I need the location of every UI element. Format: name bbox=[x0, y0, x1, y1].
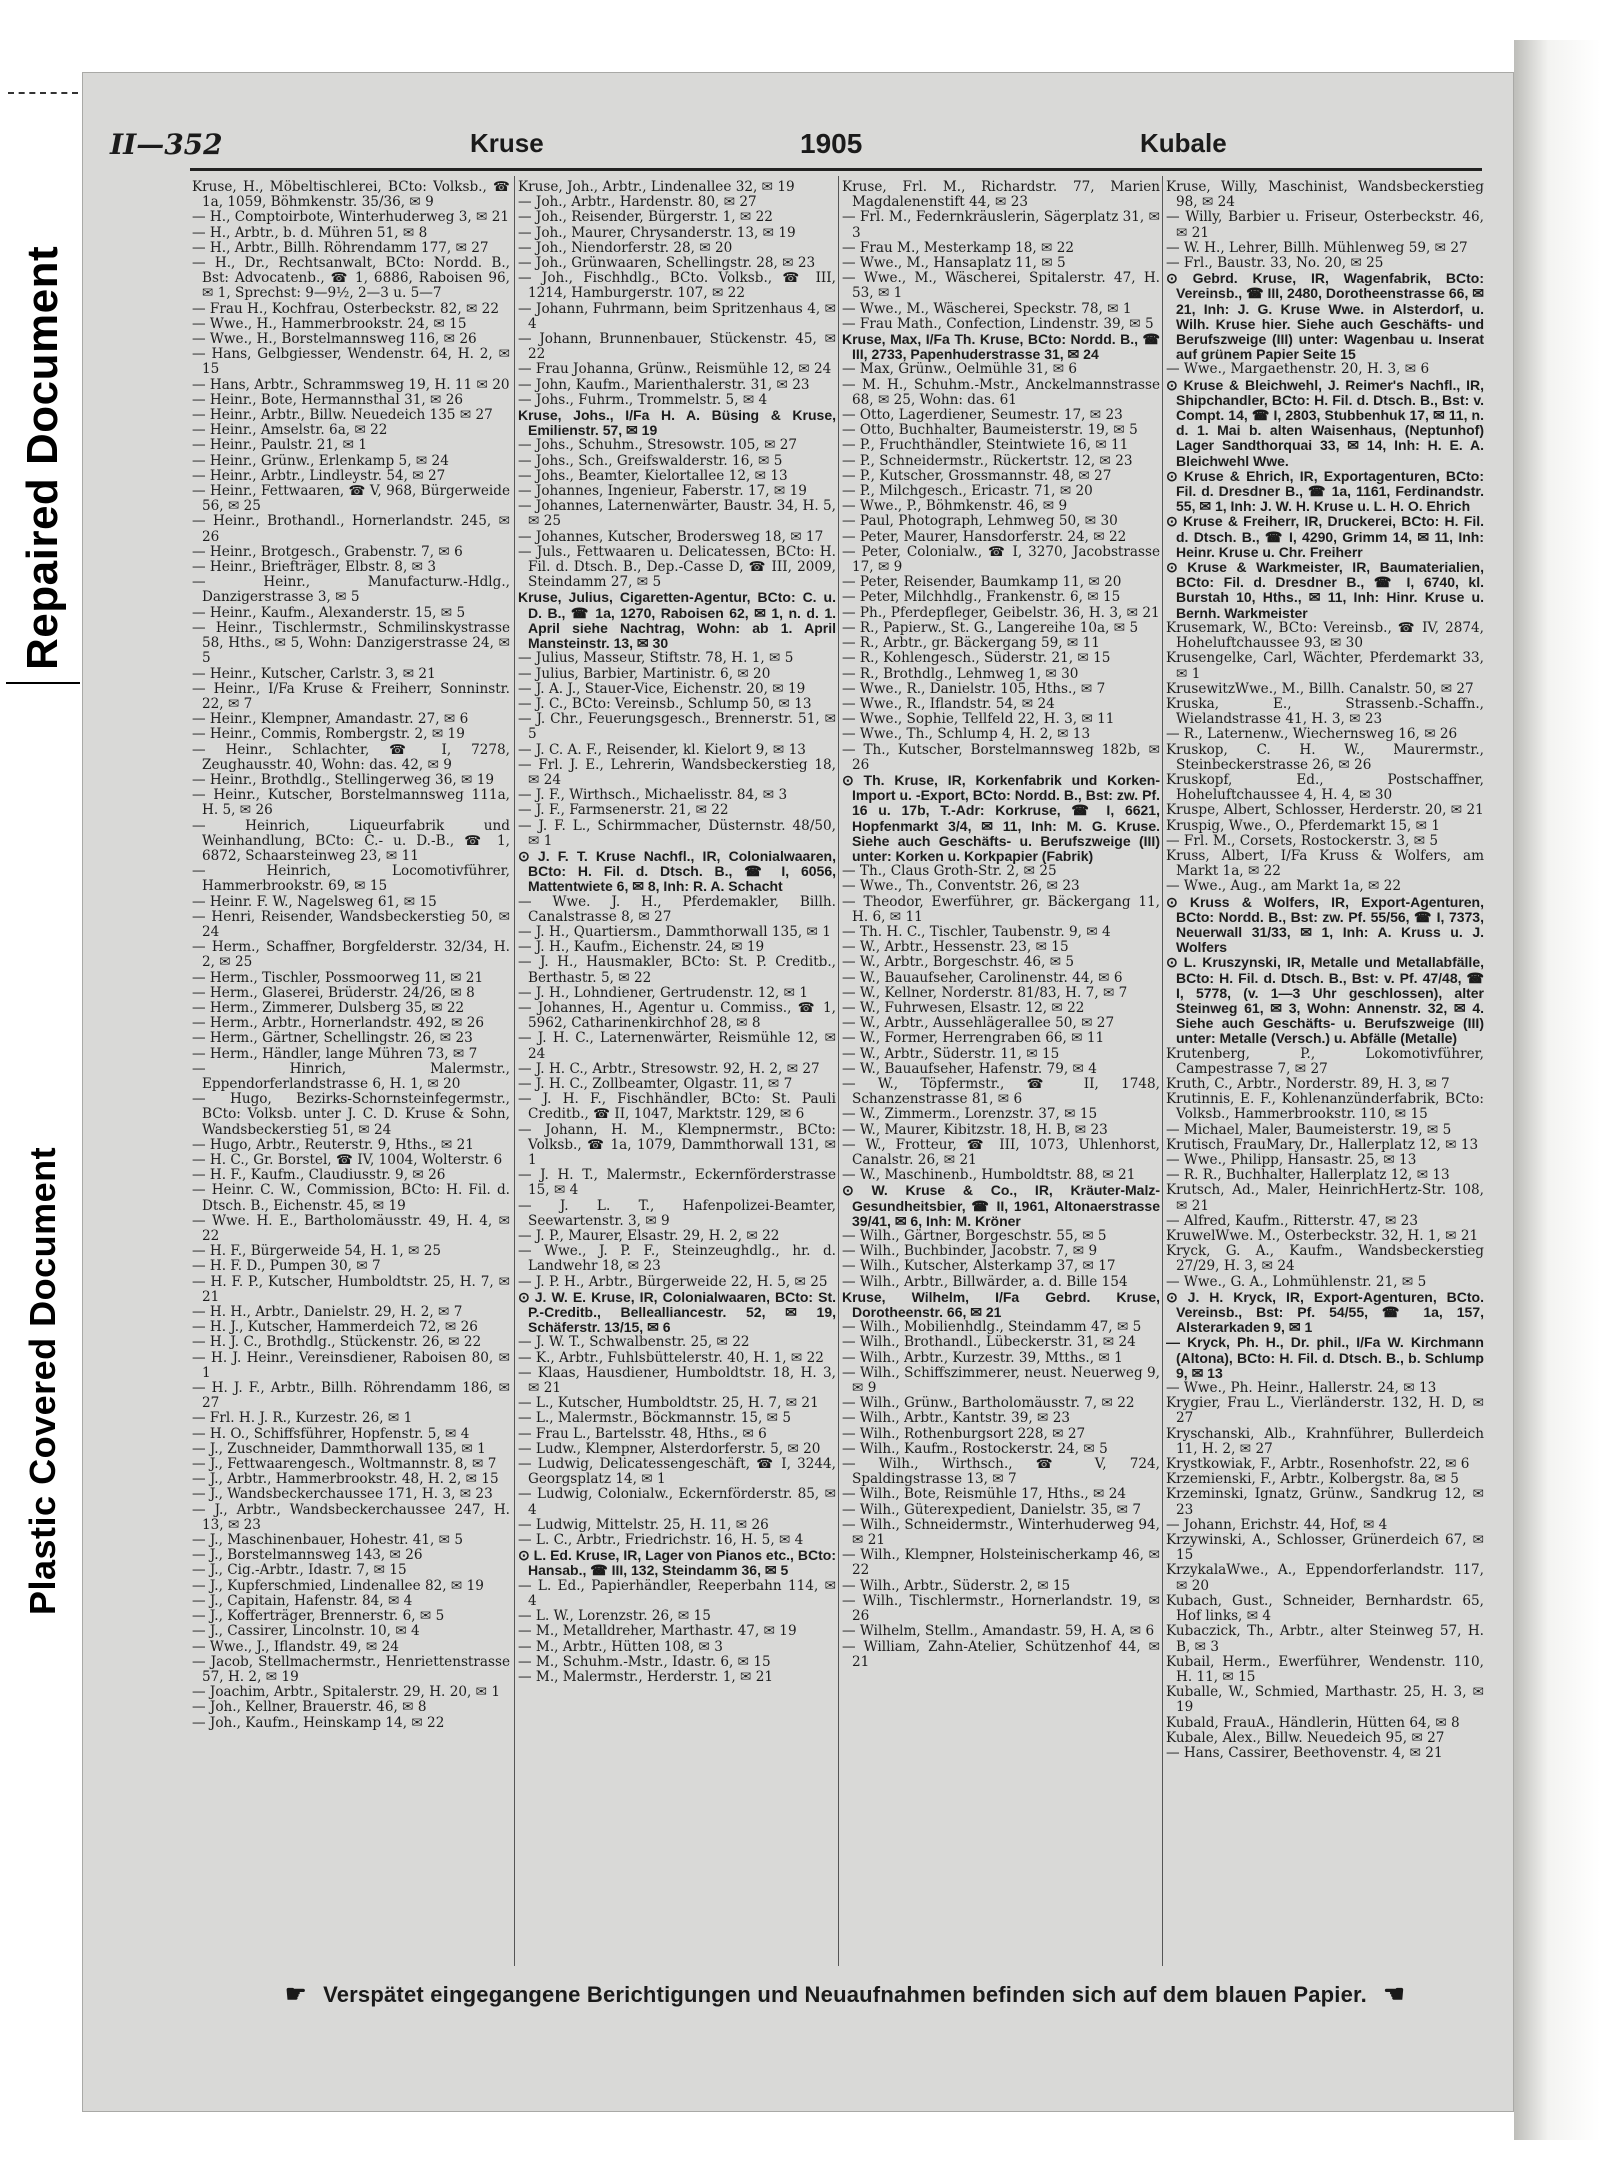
directory-entry: — H. F., Kaufm., Claudiusstr. 9, ✉ 26 bbox=[192, 1167, 446, 1184]
directory-entry: — L. C., Arbtr., Friedrichstr. 16, H. 5, ✉ 4 bbox=[518, 1532, 804, 1549]
directory-entry: Krzeminski, Ignatz, Grünw., Sandkrug 12, ✉ 23 bbox=[1166, 1486, 1484, 1518]
directory-entry: — Herm., Händler, lange Mühren 73, ✉ 7 bbox=[192, 1045, 478, 1062]
directory-entry: KruwelWwe. M., Osterbeckstr. 32, H. 1, ✉ 21 bbox=[1166, 1228, 1479, 1245]
directory-entry: — W., Maschinenb., Humboldtstr. 88, ✉ 21 bbox=[842, 1167, 1136, 1184]
directory-entry: Kubale, Alex., Billw. Neuedeich 95, ✉ 27 bbox=[1166, 1729, 1445, 1746]
directory-entry: — R. R., Buchhalter, Hallerplatz 12, ✉ 13 bbox=[1166, 1167, 1450, 1184]
page-number: II—352 bbox=[110, 128, 223, 161]
directory-entry: — Joh., Grünwaaren, Schellingstr. 28, ✉ 23 bbox=[518, 255, 816, 272]
directory-entry: — J. A. J., Stauer-Vice, Eichenstr. 20, ✉ 19 bbox=[518, 680, 806, 697]
directory-entry: — P., Milchgesch., Ericastr. 71, ✉ 20 bbox=[842, 483, 1093, 500]
directory-entry: — Heinr., Bote, Hermannsthal 31, ✉ 26 bbox=[192, 391, 464, 408]
directory-entry: — P., Kutscher, Grossmannstr. 48, ✉ 27 bbox=[842, 467, 1112, 484]
directory-entry: — H. F. P., Kutscher, Humboldtstr. 25, H. 7, ✉ 21 bbox=[192, 1273, 510, 1305]
directory-entry: — Otto, Lagerdiener, Seumestr. 17, ✉ 23 bbox=[842, 407, 1123, 424]
page-edge-shadow bbox=[1514, 40, 1600, 2140]
directory-entry: Krutsch, Ad., Maler, HeinrichHertz-Str. 108, ✉ 21 bbox=[1166, 1182, 1484, 1214]
directory-entry: — Frl., Baustr. 33, No. 20, ✉ 25 bbox=[1166, 255, 1384, 272]
directory-entry: — Wilh., Güterexpedient, Danielstr. 35, ✉ 7 bbox=[842, 1501, 1141, 1518]
directory-entry: — Ph., Pferdepfleger, Geibelstr. 36, H. 3, ✉ 21 bbox=[842, 604, 1160, 621]
directory-entry: — Wwe., G. A., Lohmühlenstr. 21, ✉ 5 bbox=[1166, 1273, 1427, 1290]
directory-entry: — Heinr., Brotgesch., Grabenstr. 7, ✉ 6 bbox=[192, 543, 463, 560]
directory-entry: — J. H., Kaufm., Eichenstr. 24, ✉ 19 bbox=[518, 939, 765, 956]
directory-entry: — J. P. H., Arbtr., Bürgerweide 22, H. 5, ✉ 25 bbox=[518, 1273, 828, 1290]
directory-entry: Kruspe, Albert, Schlosser, Herderstr. 20, ✉ 21 bbox=[1166, 802, 1484, 819]
directory-entry: — Wilh., Schneidermstr., Winterhuderweg 94, ✉ 21 bbox=[842, 1516, 1160, 1549]
directory-entry: — Peter, Reisender, Baumkamp 11, ✉ 20 bbox=[842, 574, 1122, 591]
directory-entry: — Michael, Maler, Baumeisterstr. 19, ✉ 5 bbox=[1166, 1121, 1452, 1138]
directory-entry: — H. F., Bürgerweide 54, H. 1, ✉ 25 bbox=[192, 1243, 442, 1260]
plastic-covered-document-label: Plastic Covered Document bbox=[22, 1146, 63, 1615]
directory-entry: — Wilh., Kaufm., Rostockerstr. 24, ✉ 5 bbox=[842, 1440, 1108, 1457]
directory-entry: Krygier, Frau L., Vierländerstr. 132, H. D, ✉ 27 bbox=[1166, 1395, 1484, 1427]
directory-entry: — Wilh., Tischlermstr., Hornerlandstr. 19, ✉ 26 bbox=[842, 1592, 1160, 1625]
directory-entry: — W., Kellner, Norderstr. 81/83, H. 7, ✉ 7 bbox=[842, 984, 1128, 1001]
directory-entry: ⊙ Th. Kruse, IR, Korkenfabrik und Korken-Import u. -Export, BCto: Nordd. B., Bst: zw. Pf. 16 u. 17b, T.-Adr: Korkruse, ☎ I, 6621, Hopfenmarkt 3/4, ✉ 11, Inh: M. G. Kruse. Siehe auch Geschäfts- u. Berufszweige (III) unter: Korken u. Korkpapier (Fabrik) bbox=[842, 771, 1160, 864]
directory-entry: — L., Malermstr., Böckmannstr. 15, ✉ 5 bbox=[518, 1410, 792, 1427]
directory-entry: — W., Arbtr., Süderstr. 11, ✉ 15 bbox=[842, 1045, 1060, 1062]
directory-entry: — J. Chr., Feuerungsgesch., Brennerstr. 51, ✉ 5 bbox=[518, 711, 836, 743]
directory-entry: — Ludw., Klempner, Alsterdorferstr. 5, ✉ 20 bbox=[518, 1440, 821, 1457]
directory-entry: — Heinr., I/Fa Kruse & Freiherr, Sonninstr. 22, ✉ 7 bbox=[192, 680, 510, 712]
directory-entry: — Wwe., Th., Conventstr. 26, ✉ 23 bbox=[842, 878, 1080, 895]
directory-entry: — L. W., Lorenzstr. 26, ✉ 15 bbox=[518, 1608, 711, 1625]
footer-notice bbox=[230, 1980, 1460, 2009]
directory-entry: — Heinr., Kutscher, Borstelmannsweg 111a, H. 5, ✉ 26 bbox=[192, 787, 510, 819]
directory-entry: — Heinrich, Locomotivführer, Hammerbrookstr. 69, ✉ 15 bbox=[192, 863, 510, 895]
directory-entry: Kruskop, C. H. W., Maurermstr., Steinbeckerstrasse 26, ✉ 26 bbox=[1166, 741, 1484, 773]
directory-entry: — H. J. C., Brothdlg., Stückenstr. 26, ✉ 22 bbox=[192, 1334, 482, 1351]
directory-entry: — Heinrich, Liqueurfabrik und Weinhandlung, BCto: C.- u. D.-B., ☎ 1, 6872, Schaarsteinweg 23, ✉ 11 bbox=[192, 817, 510, 864]
directory-entry: — J. H. T., Malermstr., Eckernförderstrasse 15, ✉ 4 bbox=[518, 1167, 836, 1199]
directory-entry: — Jacob, Stellmachermstr., Henriettenstrasse 57, H. 2, ✉ 19 bbox=[192, 1653, 510, 1685]
directory-entry: — J., Fettwaarengesch., Woltmannstr. 8, ✉ 7 bbox=[192, 1456, 497, 1473]
directory-entry: — Johannes, Ingenieur, Faberstr. 17, ✉ 19 bbox=[518, 483, 807, 500]
directory-entry: — J. F. L., Schirmmacher, Düsternstr. 48/50, ✉ 1 bbox=[518, 817, 836, 849]
directory-entry: Kruse, Frl. M., Richardstr. 77, Marien Magdalenenstift 44, ✉ 23 bbox=[842, 180, 1160, 211]
directory-entry: — Joachim, Arbtr., Spitalerstr. 29, H. 20, ✉ 1 bbox=[192, 1684, 500, 1701]
directory-entry: — M., Metalldreher, Marthastr. 47, ✉ 19 bbox=[518, 1623, 797, 1640]
directory-entry: ⊙ J. F. T. Kruse Nachfl., IR, Colonialwaaren, BCto: H. Fil. d. Dtsch. B., ☎ I, 6056, Mattentwiete 6, ✉ 8, Inh: R. A. Schacht bbox=[518, 847, 836, 895]
directory-entry: — Hans, Arbtr., Schrammsweg 19, H. 11 ✉ 20 bbox=[192, 376, 510, 393]
directory-entry: — Joh., Arbtr., Hardenstr. 80, ✉ 27 bbox=[518, 194, 757, 211]
directory-entry: — J. F., Wirthsch., Michaelisstr. 84, ✉ 3 bbox=[518, 787, 788, 804]
directory-entry: ⊙ J. H. Kryck, IR, Export-Agenturen, BCto. Vereinsb., Bst: Pf. 54/55, ☎ 1a, 157, Alsterarkaden 9, ✉ 1 bbox=[1166, 1288, 1484, 1336]
header-rule bbox=[190, 168, 1482, 171]
directory-entry: — Julius, Barbier, Martinistr. 6, ✉ 20 bbox=[518, 665, 771, 682]
directory-entry: Krzemienski, F., Arbtr., Kolbergstr. 8a, ✉ 5 bbox=[1166, 1471, 1459, 1488]
directory-entry: — W., Former, Herrengraben 66, ✉ 11 bbox=[842, 1030, 1105, 1047]
directory-entry: — Joh., Reisender, Bürgerstr. 1, ✉ 22 bbox=[518, 209, 773, 226]
directory-entry: — Wwe., J., Iflandstr. 49, ✉ 24 bbox=[192, 1638, 399, 1655]
directory-entry: — Ludwig, Delicatessengeschäft, ☎ I, 3244, Georgsplatz 14, ✉ 1 bbox=[518, 1456, 836, 1488]
directory-entry: — John, Kaufm., Marienthalerstr. 31, ✉ 23 bbox=[518, 376, 810, 393]
directory-entry: — Ludwig, Mittelstr. 25, H. 11, ✉ 26 bbox=[518, 1516, 769, 1533]
directory-entry: — Herm., Schaffner, Borgfelderstr. 32/34, H. 2, ✉ 25 bbox=[192, 939, 510, 971]
directory-entry: — Wilh., Bote, Reismühle 17, Hths., ✉ 24 bbox=[842, 1486, 1127, 1503]
directory-entry: ⊙ Kruse & Warkmeister, IR, Baumaterialien, BCto: Fil. d. Dresdner B., ☎ I, 6740, kl. Burstah 10, Hths., ✉ 11, Inh: Hinr. Kruse u. Bernh. Warkmeister bbox=[1166, 559, 1484, 621]
pointing-hand-right-icon: ☛ bbox=[285, 1981, 307, 2008]
directory-entry: — L., Kutscher, Humboldtstr. 25, H. 7, ✉ 21 bbox=[518, 1395, 819, 1412]
directory-entry: — J. F., Farmsenerstr. 21, ✉ 22 bbox=[518, 802, 729, 819]
directory-entry: ⊙ Kruse & Ehrich, IR, Exportagenturen, BCto: Fil. d. Dresdner B., ☎ 1a, 1161, Ferdinandstr. 55, ✉ 1, Inh: J. W. H. Kruse u. L. H. O. Ehrich bbox=[1166, 467, 1484, 515]
directory-entry: ⊙ Kruse & Freiherr, IR, Druckerei, BCto: H. Fil. d. Dtsch. B., ☎ I, 4290, Grimm 14, ✉ 11, Inh: Heinr. Kruse u. Chr. Freiherr bbox=[1166, 513, 1484, 560]
directory-entry: — R., Brothdlg., Lehmweg 1, ✉ 30 bbox=[842, 665, 1079, 682]
directory-entry: ⊙ Gebrd. Kruse, IR, Wagenfabrik, BCto: Vereinsb., ☎ III, 2480, Dorotheenstrasse 66, ✉ 21, Inh: J. G. Kruse Wwe. in Alsterdorf, u. Wilh. Kruse hier. Siehe auch Geschäfts- und Berufszweige (III) unter: Wagenbau u. Inserat auf grünem Papier Seite 15 bbox=[1166, 270, 1484, 363]
directory-entry: — Heinr., Arbtr., Billw. Neuedeich 135 ✉ 27 bbox=[192, 407, 493, 424]
directory-entry: — Heinr., Grünw., Erlenkamp 5, ✉ 24 bbox=[192, 452, 449, 469]
directory-entry: — Wilh., Arbtr., Kantstr. 39, ✉ 23 bbox=[842, 1410, 1071, 1427]
directory-entry: — Johann, Brunnenbauer, Stückenstr. 45, ✉ 22 bbox=[518, 331, 836, 363]
directory-entry: — W., Bauaufseher, Carolinenstr. 44, ✉ 6 bbox=[842, 969, 1123, 986]
directory-entry: — Johs., Beamter, Kielortallee 12, ✉ 13 bbox=[518, 467, 788, 484]
directory-entry: — Frau L., Bartelsstr. 48, Hths., ✉ 6 bbox=[518, 1425, 767, 1442]
directory-entry: — Heinr. C. W., Commission, BCto: H. Fil. d. Dtsch. B., Eichenstr. 45, ✉ 19 bbox=[192, 1182, 510, 1214]
directory-entry: — Paul, Photograph, Lehmweg 50, ✉ 30 bbox=[842, 513, 1118, 530]
directory-entry: — Wilhelm, Stellm., Amandastr. 59, H. A, ✉ 6 bbox=[842, 1623, 1155, 1640]
directory-entry: — Heinr., Amselstr. 6a, ✉ 22 bbox=[192, 422, 388, 439]
directory-entry: — Wwe., M., Hansaplatz 11, ✉ 5 bbox=[842, 255, 1066, 272]
directory-entry: — Wwe., Sophie, Tellfeld 22, H. 3, ✉ 11 bbox=[842, 711, 1115, 728]
directory-entry: — H. J. Heinr., Vereinsdiener, Raboisen 80, ✉ 1 bbox=[192, 1349, 510, 1381]
directory-entry: — Heinr., Klempner, Amandastr. 27, ✉ 6 bbox=[192, 711, 469, 728]
directory-entry: — Frau M., Mesterkamp 18, ✉ 22 bbox=[842, 239, 1075, 256]
directory-entry: — Th. H. C., Tischler, Taubenstr. 9, ✉ 4 bbox=[842, 923, 1111, 940]
directory-entry: Kryschanski, Alb., Krahnführer, Bullerdeich 11, H. 2, ✉ 27 bbox=[1166, 1425, 1484, 1457]
directory-entry: — Johannes, H., Agentur u. Commiss., ☎ 1, 5962, Catharinenkirchhof 28, ✉ 8 bbox=[518, 999, 836, 1032]
directory-entry: — Wilh., Rothenburgsort 228, ✉ 27 bbox=[842, 1425, 1086, 1442]
directory-entry: Krutinnis, E. F., Kohlenanzünderfabrik, BCto: Volksb., Hammerbrookstr. 110, ✉ 15 bbox=[1166, 1091, 1484, 1123]
directory-entry: Kruse, Julius, Cigaretten-Agentur, BCto: C. u. D. B., ☎ 1a, 1270, Raboisen 62, ✉ 1, n. d. 1. April siehe Nachtrag, Wohn: ab 1. April Mansteinstr. 13, ✉ 30 bbox=[518, 589, 836, 652]
directory-entry: — Julius, Masseur, Stiftstr. 78, H. 1, ✉ 5 bbox=[518, 650, 794, 667]
directory-entry: — Hinrich, Malermstr., Eppendorferlandstrasse 6, H. 1, ✉ 20 bbox=[192, 1060, 510, 1092]
directory-entry: — R., Papierw., St. G., Langereihe 10a, ✉ 5 bbox=[842, 619, 1139, 636]
directory-entry: — J., Arbtr., Wandsbeckerchaussee 247, H. 13, ✉ 23 bbox=[192, 1501, 510, 1533]
directory-entry: — Joh., Kellner, Brauerstr. 46, ✉ 8 bbox=[192, 1699, 427, 1716]
directory-column-1 bbox=[192, 180, 510, 1970]
directory-entry: — Wwe., H., Borstelmannsweg 116, ✉ 26 bbox=[192, 331, 477, 348]
directory-entry: — J. W. T., Schwalbenstr. 25, ✉ 22 bbox=[518, 1334, 750, 1351]
directory-entry: — Wwe., Ph. Heinr., Hallerstr. 24, ✉ 13 bbox=[1166, 1380, 1437, 1397]
directory-entry: — Wilh., Arbtr., Kurzestr. 39, Mtths., ✉ 1 bbox=[842, 1349, 1123, 1366]
directory-entry: — Wilh., Schiffszimmerer, neust. Neuerweg 9, ✉ 9 bbox=[842, 1364, 1160, 1397]
directory-entry: — Otto, Buchhalter, Baumeisterstr. 19, ✉ 5 bbox=[842, 422, 1138, 439]
directory-entry: — M., Arbtr., Hütten 108, ✉ 3 bbox=[518, 1638, 723, 1655]
pointing-hand-left-icon: ☚ bbox=[1383, 1981, 1405, 2008]
directory-entry: — Heinr., Commis, Rombergstr. 2, ✉ 19 bbox=[192, 726, 465, 743]
directory-entry: — J., Capitain, Hafenstr. 84, ✉ 4 bbox=[192, 1592, 413, 1609]
directory-entry: ⊙ L. Ed. Kruse, IR, Lager von Pianos etc., BCto: Hansab., ☎ III, 132, Steindamm 36, ✉ 5 bbox=[518, 1547, 836, 1579]
directory-entry: Kubail, Herm., Ewerführer, Wendenstr. 110, H. 11, ✉ 15 bbox=[1166, 1653, 1484, 1685]
directory-entry: — R., Laternenw., Wiechernsweg 16, ✉ 26 bbox=[1166, 726, 1458, 743]
directory-entry: Kruse, H., Möbeltischlerei, BCto: Volksb., ☎ 1a, 1059, Böhmkenstr. 35/36, ✉ 9 bbox=[192, 180, 510, 211]
directory-entry: — Heinr., Paulstr. 21, ✉ 1 bbox=[192, 437, 368, 454]
directory-column-2 bbox=[518, 180, 836, 1970]
directory-entry: — J. P., Maurer, Elsastr. 29, H. 2, ✉ 22 bbox=[518, 1228, 780, 1245]
directory-entry: — Wilh., Arbtr., Süderstr. 2, ✉ 15 bbox=[842, 1577, 1071, 1594]
directory-entry: ⊙ Kruse & Bleichwehl, J. Reimer's Nachfl., IR, Shipchandler, BCto: H. Fil. d. Dtsch. B., Bst: v. Compt. 14, ☎ I, 2803, Stubbenhuk 17, ✉ 11, n. d. 1. Mai b. alten Waisenhaus, (Neptunhof) Lager Sandthorquai 33, ✉ 14, Inh: H. E. A. Bleichwehl Wwe. bbox=[1166, 376, 1484, 469]
scan-edge-marker bbox=[8, 92, 78, 94]
directory-entry: — J. H. C., Zollbeamter, Olgastr. 11, ✉ 7 bbox=[518, 1075, 793, 1092]
directory-entry: — Willy, Barbier u. Friseur, Osterbeckstr. 46, ✉ 21 bbox=[1166, 209, 1484, 241]
directory-entry: — Heinr., Kaufm., Alexanderstr. 15, ✉ 5 bbox=[192, 604, 466, 621]
directory-entry: — Wwe., M., Wäscherei, Speckstr. 78, ✉ 1 bbox=[842, 300, 1132, 317]
directory-entry: — Wwe., R., Danielstr. 105, Hths., ✉ 7 bbox=[842, 680, 1106, 697]
directory-entry: — J. H., Hausmakler, BCto: St. P. Creditb., Berthastr. 5, ✉ 22 bbox=[518, 954, 836, 986]
directory-entry: — Wwe., R., Iflandstr. 54, ✉ 24 bbox=[842, 695, 1055, 712]
directory-entry: — Wilh., Mobilienhdlg., Steindamm 47, ✉ 5 bbox=[842, 1319, 1142, 1336]
directory-entry: — Frl. M., Federnkräuslerin, Sägerplatz 31, ✉ 3 bbox=[842, 209, 1160, 241]
directory-entry: Kruska, E., Strassenb.-Schaffn., Wielandstrasse 41, H. 3, ✉ 23 bbox=[1166, 695, 1484, 728]
directory-entry: Krusengelke, Carl, Wächter, Pferdemarkt 33, ✉ 1 bbox=[1166, 650, 1484, 682]
directory-entry: — W., Töpfermstr., ☎ II, 1748, Schanzenstrasse 81, ✉ 6 bbox=[842, 1075, 1160, 1108]
directory-entry: — Klaas, Hausdiener, Humboldtstr. 18, H. 3, ✉ 21 bbox=[518, 1364, 836, 1397]
directory-entry: — J., Cassirer, Lincolnstr. 10, ✉ 4 bbox=[192, 1623, 420, 1640]
directory-entry: — H. J., Kutscher, Hammerdeich 72, ✉ 26 bbox=[192, 1319, 478, 1336]
directory-entry: — H. F. D., Pumpen 30, ✉ 7 bbox=[192, 1258, 381, 1275]
directory-entry: — Johann, Fuhrmann, beim Spritzenhaus 4, ✉ 4 bbox=[518, 300, 836, 332]
directory-entry: — J., Kofferträger, Brennerstr. 6, ✉ 5 bbox=[192, 1608, 445, 1625]
directory-entry: — W., Frotteur, ☎ III, 1073, Uhlenhorst, Canalstr. 26, ✉ 21 bbox=[842, 1136, 1160, 1168]
directory-entry: — H. O., Schiffsführer, Hopfenstr. 5, ✉ 4 bbox=[192, 1425, 470, 1442]
directory-entry: — H. J. F., Arbtr., Billh. Röhrendamm 186, ✉ 27 bbox=[192, 1380, 510, 1412]
directory-entry: — Ludwig, Colonialw., Eckernförderstr. 85, ✉ 4 bbox=[518, 1486, 836, 1518]
directory-entry: Kruth, C., Arbtr., Norderstr. 89, H. 3, ✉ 7 bbox=[1166, 1075, 1450, 1092]
directory-entry: Kruse, Joh., Arbtr., Lindenallee 32, ✉ 19 bbox=[518, 180, 795, 195]
footer-notice-text: Verspätet eingegangene Berichtigungen und Neuaufnahmen befinden sich auf dem blauen Papier. bbox=[323, 1982, 1367, 2007]
directory-entry: — Hans, Cassirer, Beethovenstr. 4, ✉ 21 bbox=[1166, 1744, 1443, 1761]
directory-entry: Kruse, Johs., I/Fa H. A. Büsing & Kruse, Emilienstr. 57, ✉ 19 bbox=[518, 407, 836, 439]
directory-entry: — Herm., Arbtr., Hornerlandstr. 492, ✉ 26 bbox=[192, 1015, 485, 1032]
directory-entry: — M. H., Schuhm.-Mstr., Anckelmannstrasse 68, ✉ 25, Wohn: das. 61 bbox=[842, 376, 1160, 408]
directory-entry: — R., Arbtr., gr. Bäckergang 59, ✉ 11 bbox=[842, 635, 1100, 652]
directory-entry: Krystkowiak, F., Arbtr., Rosenhofstr. 22, ✉ 6 bbox=[1166, 1456, 1470, 1473]
directory-entry: KrzykalaWwe., A., Eppendorferlandstr. 117, ✉ 20 bbox=[1166, 1562, 1484, 1594]
directory-entry: Krzywinski, A., Schlosser, Grünerdeich 67, ✉ 15 bbox=[1166, 1532, 1484, 1564]
directory-entry: — Peter, Colonialw., ☎ I, 3270, Jacobstrasse 17, ✉ 9 bbox=[842, 543, 1160, 576]
directory-entry: ⊙ J. W. E. Kruse, IR, Colonialwaaren, BCto: St. P.-Creditb., Bellealliancestr. 52, ✉ 19, Schäferstr. 13/15, ✉ 6 bbox=[518, 1288, 836, 1336]
directory-entry: Kuballe, W., Schmied, Marthastr. 25, H. 3, ✉ 19 bbox=[1166, 1684, 1484, 1716]
header-last-name: Kubale bbox=[1140, 128, 1227, 158]
directory-entry: — J., Arbtr., Hammerbrookstr. 48, H. 2, ✉ 15 bbox=[192, 1471, 499, 1488]
directory-entry: — R., Kohlengesch., Süderstr. 21, ✉ 15 bbox=[842, 650, 1111, 667]
directory-entry: — Alfred, Kaufm., Ritterstr. 47, ✉ 23 bbox=[1166, 1212, 1418, 1229]
directory-entry: — Johs., Sch., Greifswalderstr. 16, ✉ 5 bbox=[518, 452, 783, 469]
directory-entry: — Wwe., Philipp, Hansastr. 25, ✉ 13 bbox=[1166, 1152, 1417, 1168]
directory-entry: — J. L. T., Hafenpolizei-Beamter, Seewartenstr. 3, ✉ 9 bbox=[518, 1197, 836, 1229]
directory-entry: Kryck, G. A., Kaufm., Wandsbeckerstieg 27/29, H. 3, ✉ 24 bbox=[1166, 1243, 1484, 1275]
directory-entry: Krusemark, W., BCto: Vereinsb., ☎ IV, 2874, Hoheluftchaussee 93, ✉ 30 bbox=[1166, 619, 1484, 652]
directory-entry: Kruse, Wilhelm, I/Fa Gebrd. Kruse, Dorotheenstr. 66, ✉ 21 bbox=[842, 1288, 1160, 1321]
directory-entry: — M., Schuhm.-Mstr., Idastr. 6, ✉ 15 bbox=[518, 1653, 771, 1670]
directory-entry: — P., Schneidermstr., Rückertstr. 12, ✉ 23 bbox=[842, 452, 1133, 469]
directory-entry: Kubaczick, Th., Arbtr., alter Steinweg 57, H. B, ✉ 3 bbox=[1166, 1623, 1484, 1655]
header-year: 1905 bbox=[800, 128, 863, 159]
directory-entry: — Herm., Gärtner, Schellingstr. 26, ✉ 23 bbox=[192, 1030, 473, 1047]
directory-entry: — W., Fuhrwesen, Elsastr. 12, ✉ 22 bbox=[842, 999, 1085, 1016]
directory-entry: — Wwe., Margaethenstr. 20, H. 3, ✉ 6 bbox=[1166, 361, 1430, 378]
directory-entry: — Wilh., Buchbinder, Jacobstr. 7, ✉ 9 bbox=[842, 1243, 1098, 1260]
directory-column-3 bbox=[842, 180, 1160, 1970]
directory-entry: — Max, Grünw., Oelmühle 31, ✉ 6 bbox=[842, 361, 1078, 378]
directory-entry: — William, Zahn-Atelier, Schützenhof 44, ✉ 21 bbox=[842, 1638, 1160, 1670]
directory-entry: — Th., Kutscher, Borstelmannsweg 182b, ✉ 26 bbox=[842, 741, 1160, 773]
directory-entry: — H., Comptoirbote, Winterhuderweg 3, ✉ 21 bbox=[192, 209, 510, 226]
directory-entry: — Hans, Gelbgiesser, Wendenstr. 64, H. 2, ✉ 15 bbox=[192, 346, 510, 378]
directory-entry: — J., Maschinenbauer, Hohestr. 41, ✉ 5 bbox=[192, 1532, 464, 1549]
directory-entry: — Heinr., Briefträger, Elbstr. 8, ✉ 3 bbox=[192, 559, 436, 576]
directory-entry: — Frl. M., Corsets, Rostockerstr. 3, ✉ 5 bbox=[1166, 832, 1439, 849]
directory-entry: — Johannes, Laternenwärter, Baustr. 34, H. 5, ✉ 25 bbox=[518, 498, 836, 530]
column-divider bbox=[838, 176, 839, 1966]
directory-entry: — J. H., Quartiersm., Dammthorwall 135, ✉ 1 bbox=[518, 923, 831, 940]
directory-entry: — Johannes, Kutscher, Brodersweg 18, ✉ 17 bbox=[518, 528, 824, 545]
directory-entry: — Joh., Fischhdlg., BCto. Volksb., ☎ III, 1214, Hamburgerstr. 107, ✉ 22 bbox=[518, 270, 836, 302]
directory-entry: — Frau Johanna, Grünw., Reismühle 12, ✉ 24 bbox=[518, 361, 832, 378]
directory-entry: — Wilh., Brothandl., Lübeckerstr. 31, ✉ 24 bbox=[842, 1334, 1136, 1351]
directory-entry: Kruse, Max, I/Fa Th. Kruse, BCto: Nordd. B., ☎ III, 2733, Papenhuderstrasse 31, ✉ 24 bbox=[842, 331, 1160, 363]
directory-entry: — J., Zuschneider, Dammthorwall 135, ✉ 1 bbox=[192, 1440, 486, 1457]
directory-entry: — K., Arbtr., Fuhlsbüttelerstr. 40, H. 1, ✉ 22 bbox=[518, 1349, 824, 1366]
directory-entry: — Heinr., Tischlermstr., Schmilinskystrasse 58, Hths., ✉ 5, Wohn: Danzigerstrasse 24, ✉ 5 bbox=[192, 619, 510, 667]
directory-entry: — J. C., BCto: Vereinsb., Schlump 50, ✉ 13 bbox=[518, 695, 812, 712]
directory-entry: — Wwe., Aug., am Markt 1a, ✉ 22 bbox=[1166, 878, 1402, 895]
directory-entry: Krutisch, FrauMary, Dr., Hallerplatz 12, ✉ 13 bbox=[1166, 1136, 1479, 1153]
directory-entry: Kruse, Willy, Maschinist, Wandsbeckerstieg 98, ✉ 24 bbox=[1166, 180, 1484, 211]
directory-entry: — W., Zimmerm., Lorenzstr. 37, ✉ 15 bbox=[842, 1106, 1098, 1123]
directory-entry: — Wwe. H. E., Bartholomäusstr. 49, H. 4, ✉ 22 bbox=[192, 1212, 510, 1245]
directory-entry: — Hugo, Bezirks-Schornsteinfegermstr., BCto: Volksb. unter J. C. D. Kruse & Sohn, Wandsbeckerstieg 51, ✉ 24 bbox=[192, 1091, 510, 1138]
directory-entry: — Juls., Fettwaaren u. Delicatessen, BCto: H. Fil. d. Dtsch. B., Dep.-Casse D, ☎ III, 2009, Steindamm 27, ✉ 5 bbox=[518, 543, 836, 591]
directory-entry: — W., Arbtr., Borgeschstr. 46, ✉ 5 bbox=[842, 954, 1075, 971]
column-divider bbox=[514, 176, 515, 1966]
directory-entry: ⊙ W. Kruse & Co., IR, Kräuter-Malz-Gesundheitsbier, ☎ II, 1961, Altonaerstrasse 39/41, ✉ 6, Inh: M. Kröner bbox=[842, 1182, 1160, 1229]
header-first-name: Kruse bbox=[470, 128, 544, 158]
directory-entry: — Peter, Maurer, Hansdorferstr. 24, ✉ 22 bbox=[842, 528, 1127, 545]
directory-entry: — Hugo, Arbtr., Reuterstr. 9, Hths., ✉ 21 bbox=[192, 1136, 474, 1153]
directory-entry: — H. C., Gr. Borstel, ☎ IV, 1004, Wolterstr. 6 bbox=[192, 1152, 503, 1168]
directory-entry: — Peter, Milchhdlg., Frankenstr. 6, ✉ 15 bbox=[842, 589, 1121, 606]
directory-entry: — P., Fruchthändler, Steintwiete 16, ✉ 11 bbox=[842, 437, 1129, 454]
directory-entry: — Th., Claus Groth-Str. 2, ✉ 25 bbox=[842, 863, 1057, 880]
directory-entry: — J., Cig.-Arbtr., Idastr. 7, ✉ 15 bbox=[192, 1562, 407, 1579]
directory-entry: — W., Arbtr., Hessenstr. 23, ✉ 15 bbox=[842, 939, 1069, 956]
directory-entry: Kruspig, Wwe., O., Pferdemarkt 15, ✉ 1 bbox=[1166, 817, 1440, 834]
directory-entry: — Joh., Niendorferstr. 28, ✉ 20 bbox=[518, 239, 733, 256]
directory-entry: — M., Malermstr., Herderstr. 1, ✉ 21 bbox=[518, 1668, 774, 1685]
repaired-document-label: Repaired Document bbox=[18, 245, 67, 670]
directory-entry: — Heinr., Kutscher, Carlstr. 3, ✉ 21 bbox=[192, 665, 436, 682]
directory-entry: Kubach, Gust., Schneider, Bernhardstr. 65, Hof links, ✉ 4 bbox=[1166, 1592, 1484, 1625]
directory-entry: — J., Borstelmannsweg 143, ✉ 26 bbox=[192, 1547, 423, 1564]
directory-entry: — Theodor, Ewerführer, gr. Bäckergang 11, H. 6, ✉ 11 bbox=[842, 893, 1160, 925]
directory-entry: — Heinr., Fettwaaren, ☎ V, 968, Bürgerweide 56, ✉ 25 bbox=[192, 483, 510, 515]
directory-entry: — Frau Math., Confection, Lindenstr. 39, ✉ 5 bbox=[842, 315, 1154, 332]
directory-entry: — J. H., Lohndiener, Gertrudenstr. 12, ✉ 1 bbox=[518, 984, 809, 1001]
directory-column-4 bbox=[1166, 180, 1484, 1970]
directory-entry: — Wilh., Kutscher, Alsterkamp 37, ✉ 17 bbox=[842, 1258, 1116, 1275]
directory-entry: — Joh., Maurer, Chrysanderstr. 13, ✉ 19 bbox=[518, 224, 796, 241]
directory-entry: — W., Maurer, Kibitzstr. 18, H. B, ✉ 23 bbox=[842, 1121, 1108, 1138]
directory-entry: — Heinr., Manufacturw.-Hdlg., Danzigerstrasse 3, ✉ 5 bbox=[192, 574, 510, 606]
directory-entry: — Johs., Fuhrm., Trommelstr. 5, ✉ 4 bbox=[518, 391, 768, 408]
directory-entry: — Johann, H. M., Klempnermstr., BCto: Volksb., ☎ 1a, 1079, Dammthorwall 131, ✉ 1 bbox=[518, 1121, 836, 1168]
directory-entry: ⊙ Kruss & Wolfers, IR, Export-Agenturen, BCto: Nordd. B., Bst: zw. Pf. 55/56, ☎ I, 7373, Neuerwall 31/33, ✉ 1, Inh: A. Kruss u. J. Wolfers bbox=[1166, 893, 1484, 956]
directory-entry: — Heinr., Brothandl., Hornerlandstr. 245, ✉ 26 bbox=[192, 513, 510, 545]
directory-entry: — J. C. A. F., Reisender, kl. Kielort 9, ✉ 13 bbox=[518, 741, 806, 758]
directory-entry: — Heinr., Schlachter, ☎ I, 7278, Zeughausstr. 40, Wohn: das. 42, ✉ 9 bbox=[192, 741, 510, 773]
directory-entry: — Kryck, Ph. H., Dr. phil., I/Fa W. Kirchmann (Altona), BCto: H. Fil. d. Dtsch. B., b. Schlump 9, ✉ 13 bbox=[1166, 1334, 1484, 1381]
directory-entry: — Johann, Erichstr. 44, Hof, ✉ 4 bbox=[1166, 1516, 1388, 1533]
directory-entry: KrusewitzWwe., M., Billh. Canalstr. 50, ✉ 27 bbox=[1166, 680, 1474, 697]
directory-entry: — Wwe., M., Wäscherei, Spitalerstr. 47, H. 53, ✉ 1 bbox=[842, 270, 1160, 302]
page-header bbox=[110, 128, 1490, 168]
directory-entry: — Wwe. J. H., Pferdemakler, Billh. Canalstrasse 8, ✉ 27 bbox=[518, 893, 836, 925]
directory-entry: — Heinr., Arbtr., Lindleystr. 54, ✉ 27 bbox=[192, 467, 446, 484]
directory-entry: — L. Ed., Papierhändler, Reeperbahn 114, ✉ 4 bbox=[518, 1577, 836, 1609]
directory-entry: — Frl. H. J. R., Kurzestr. 26, ✉ 1 bbox=[192, 1410, 413, 1427]
directory-entry: — W., Bauaufseher, Hafenstr. 79, ✉ 4 bbox=[842, 1060, 1097, 1077]
directory-entry: — Henri, Reisender, Wandsbeckerstieg 50, ✉ 24 bbox=[192, 908, 510, 940]
directory-entry: — Heinr. F. W., Nagelsweg 61, ✉ 15 bbox=[192, 893, 437, 910]
directory-entry: — Herm., Glaserei, Brüderstr. 24/26, ✉ 8 bbox=[192, 984, 475, 1001]
directory-entry: — Frl. J. E., Lehrerin, Wandsbeckerstieg 18, ✉ 24 bbox=[518, 756, 836, 788]
directory-entry: — Johs., Schuhm., Stresowstr. 105, ✉ 27 bbox=[518, 437, 798, 454]
directory-entry: ⊙ L. Kruszynski, IR, Metalle und Metallabfälle, BCto: H. Fil. d. Dtsch. B., Bst: v. Pf. 47/48, ☎ I, 5778, (v. 1—3 Uhr geschlossen), alter Steinweg 61, ✉ 3, Wohn: Annenstr. 32, ✉ 4. Siehe auch Geschäfts- u. Berufszweige (III) unter: Metalle (Versch.) u. Abfälle (Metalle) bbox=[1166, 954, 1484, 1047]
directory-entry: Kruss, Albert, I/Fa Kruss & Wolfers, am Markt 1a, ✉ 22 bbox=[1166, 847, 1484, 880]
directory-entry: — Wwe., P., Böhmkenstr. 46, ✉ 9 bbox=[842, 498, 1068, 515]
directory-entry: — J., Wandsbeckerchaussee 171, H. 3, ✉ 23 bbox=[192, 1486, 493, 1503]
directory-entry: — J. H. C., Arbtr., Stresowstr. 92, H. 2, ✉ 27 bbox=[518, 1060, 820, 1077]
directory-entry: — H., Arbtr., Billh. Röhrendamm 177, ✉ 27 bbox=[192, 239, 489, 256]
directory-entry: — H., Dr., Rechtsanwalt, BCto: Nordd. B., Bst: Advocatenb., ☎ 1, 6886, Raboisen 96, ✉ 1, Sprechst: 9—9½, 2—3 u. 5—7 bbox=[192, 255, 510, 302]
directory-entry: Kubald, FrauA., Händlerin, Hütten 64, ✉ 8 bbox=[1166, 1714, 1460, 1731]
directory-entry: — W. H., Lehrer, Billh. Mühlenweg 59, ✉ 27 bbox=[1166, 239, 1468, 256]
directory-entry: Kruskopf, Ed., Postschaffner, Hoheluftchaussee 4, H. 4, ✉ 30 bbox=[1166, 771, 1484, 804]
directory-entry: — J. H. C., Laternenwärter, Reismühle 12, ✉ 24 bbox=[518, 1030, 836, 1062]
directory-entry: — Wilh., Gärtner, Borgeschstr. 55, ✉ 5 bbox=[842, 1228, 1107, 1245]
directory-entry: — W., Arbtr., Aussehlägerallee 50, ✉ 27 bbox=[842, 1015, 1115, 1032]
directory-entry: — Wwe., H., Hammerbrookstr. 24, ✉ 15 bbox=[192, 315, 467, 332]
directory-entry: — Heinr., Brothdlg., Stellingerweg 36, ✉ 19 bbox=[192, 771, 495, 788]
column-divider bbox=[1162, 176, 1163, 1966]
directory-entry: — Herm., Zimmerer, Dulsberg 35, ✉ 22 bbox=[192, 999, 465, 1016]
directory-entry: — J. H. F., Fischhändler, BCto: St. Pauli Creditb., ☎ II, 1047, Marktstr. 129, ✉ 6 bbox=[518, 1091, 836, 1123]
directory-entry: — Wwe., J. P. F., Steinzeughdlg., hr. d. Landwehr 18, ✉ 23 bbox=[518, 1243, 836, 1275]
directory-entry: Krutenberg, P., Lokomotivführer, Campestrasse 7, ✉ 27 bbox=[1166, 1045, 1484, 1077]
label-separator bbox=[6, 682, 80, 684]
directory-entry: — Joh., Kaufm., Heinskamp 14, ✉ 22 bbox=[192, 1714, 445, 1731]
directory-entry: — Wilh., Grünw., Bartholomäusstr. 7, ✉ 22 bbox=[842, 1395, 1135, 1412]
directory-entry: — Wilh., Wirthsch., ☎ V, 724, Spaldingstrasse 13, ✉ 7 bbox=[842, 1456, 1160, 1488]
directory-entry: — Frau H., Kochfrau, Osterbeckstr. 82, ✉ 22 bbox=[192, 300, 499, 317]
directory-entry: — H. H., Arbtr., Danielstr. 29, H. 2, ✉ 7 bbox=[192, 1304, 463, 1321]
directory-entry: — Wwe., Th., Schlump 4, H. 2, ✉ 13 bbox=[842, 726, 1091, 743]
directory-entry: — J., Kupferschmied, Lindenallee 82, ✉ 19 bbox=[192, 1577, 484, 1594]
directory-entry: — Wilh., Arbtr., Billwärder, a. d. Bille 154 bbox=[842, 1273, 1128, 1290]
directory-entry: — Wilh., Klempner, Holsteinischerkamp 46, ✉ 22 bbox=[842, 1547, 1160, 1579]
directory-entry: — H., Arbtr., b. d. Mühren 51, ✉ 8 bbox=[192, 224, 428, 241]
directory-entry: — Herm., Tischler, Possmoorweg 11, ✉ 21 bbox=[192, 969, 484, 986]
